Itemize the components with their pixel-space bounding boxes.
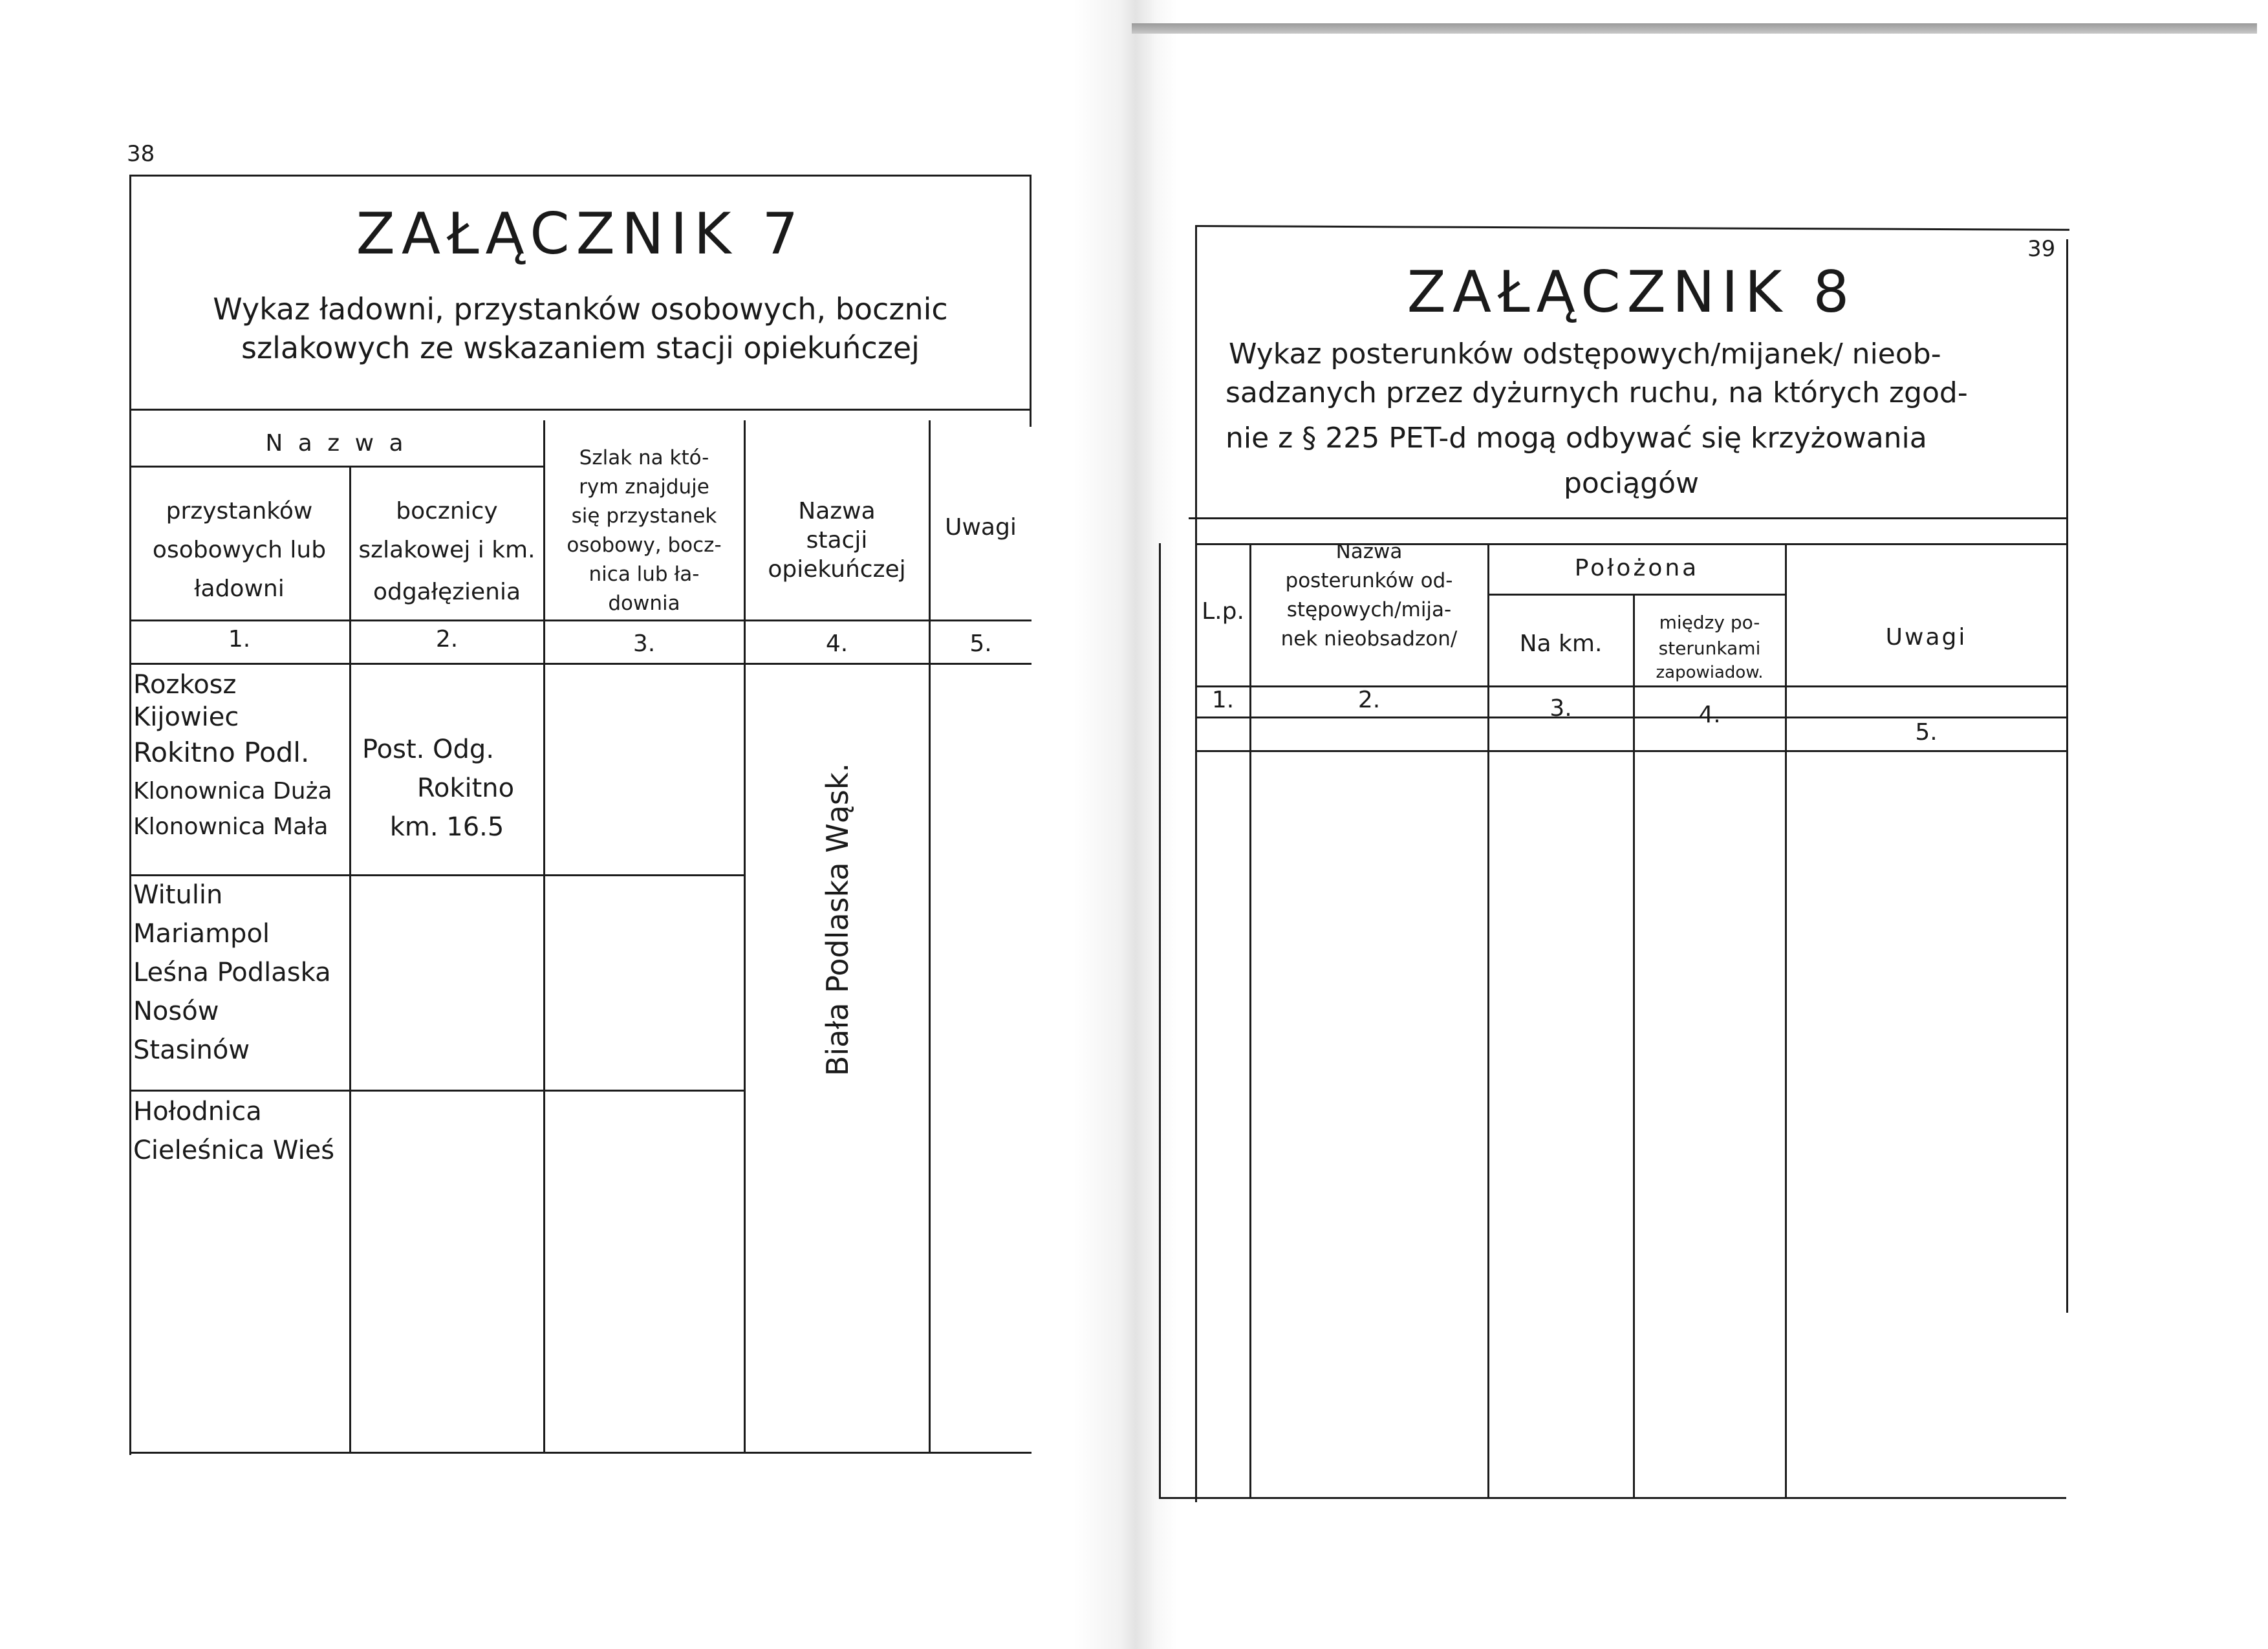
col3-header-line4: osobowy, bocz- xyxy=(567,534,722,557)
stop-name: Mariampol xyxy=(133,919,270,949)
scan-edge-strip xyxy=(1132,23,2257,34)
col4-number: 4. xyxy=(825,630,848,657)
col4-header-line2: stacji xyxy=(806,527,868,554)
col3-header-line6: downia xyxy=(608,592,680,615)
polozona-header: Położona xyxy=(1574,555,1700,581)
siding-name-line2: Rokitno xyxy=(416,773,515,803)
stop-name: Cieleśnica Wieś xyxy=(133,1136,335,1165)
stop-name: Witulin xyxy=(133,880,223,910)
col4-header-line1: między po- xyxy=(1659,612,1760,633)
frame-left-line xyxy=(129,175,131,1455)
col2-header-line3: stępowych/mija- xyxy=(1286,598,1452,621)
col5-header: Uwagi xyxy=(1885,624,1967,651)
col2-number: 2. xyxy=(1357,687,1381,713)
col3-header-line2: rym znajduje xyxy=(579,475,709,499)
frame-top-line xyxy=(1196,225,2069,231)
col1-header-line3: ładowni xyxy=(194,576,285,602)
lp-header: L.p. xyxy=(1202,598,1244,625)
numbers-bottom-line xyxy=(129,663,1031,665)
col4-header-line1: Nazwa xyxy=(798,498,876,524)
book-spine-shadow xyxy=(1074,0,1177,1649)
table-top-line xyxy=(129,409,1031,411)
col2-header-line1: Nazwa xyxy=(1335,540,1403,563)
col2-header-line3: odgałęzienia xyxy=(373,579,521,605)
col5-number: 5. xyxy=(969,630,992,657)
col2-header-line4: nek nieobsadzon/ xyxy=(1280,627,1458,651)
col2-divider xyxy=(1487,544,1489,1499)
col1-number: 1. xyxy=(228,626,251,652)
col3-divider xyxy=(1633,595,1635,1499)
col1-header-line2: osobowych lub xyxy=(152,537,327,563)
col2-header-line2: posterunków od- xyxy=(1285,569,1453,592)
col3-header-line3: się przystanek xyxy=(571,504,717,528)
col1-header-line1: przystanków xyxy=(166,498,313,524)
annex-subtitle-line2: sadzanych przez dyżurnych ruchu, na których zgod- xyxy=(1226,376,1968,409)
col4-divider xyxy=(929,420,931,1453)
col4-number: 4. xyxy=(1698,702,1721,728)
stop-name: Klonownica Duża xyxy=(133,778,332,804)
col4-header-line3: opiekuńczej xyxy=(768,556,906,583)
table-bottom-line xyxy=(129,1452,1031,1454)
col3-header: Na km. xyxy=(1519,630,1603,657)
annex-subtitle-line3: nie z § 225 PET-d mogą odbywać się krzyżowania xyxy=(1226,422,1927,455)
col2-header-line1: bocznicy xyxy=(396,498,498,524)
col5-number: 5. xyxy=(1915,719,1938,746)
annex-title: ZAŁĄCZNIK 8 xyxy=(1407,259,1856,325)
page-number: 38 xyxy=(127,141,155,167)
frame-top-line xyxy=(129,175,1031,177)
stop-name: Nosów xyxy=(133,997,219,1026)
annex-subtitle-line2: szlakowych ze wskazaniem stacji opiekuńczej xyxy=(241,330,920,365)
col3-number: 3. xyxy=(632,630,656,657)
annex-title: ZAŁĄCZNIK 7 xyxy=(356,200,805,267)
annex-subtitle-line4: pociągów xyxy=(1563,467,1700,500)
annex-subtitle-line1: Wykaz posterunków odstępowych/mijanek/ nieob- xyxy=(1229,338,1941,371)
page-number: 39 xyxy=(2027,236,2056,262)
polozona-under-line xyxy=(1487,594,1785,596)
numbers-bottom-line xyxy=(1196,750,2066,752)
frame-left-line xyxy=(1195,225,1197,1502)
col4-divider xyxy=(1785,544,1787,1499)
col5-header: Uwagi xyxy=(945,514,1017,541)
col2-number: 2. xyxy=(435,626,459,652)
group2-bottom-line xyxy=(129,1090,744,1092)
frame-bottom-line xyxy=(1159,1497,2066,1499)
stop-name: Rozkosz xyxy=(133,670,237,700)
col2-header-line2: szlakowej i km. xyxy=(358,537,535,563)
stop-name: Klonownica Mała xyxy=(133,814,329,840)
header-bottom-line xyxy=(129,620,1031,621)
col1-divider xyxy=(349,467,351,1453)
col3-number: 3. xyxy=(1550,695,1572,722)
annex-subtitle-line1: Wykaz ładowni, przystanków osobowych, bocznic xyxy=(213,292,948,327)
stop-name: Hołodnica xyxy=(133,1097,262,1126)
nazwa-header: N a z w a xyxy=(265,430,407,457)
stop-name: Leśna Podlaska xyxy=(133,958,331,987)
stop-name: Kijowiec xyxy=(133,702,239,732)
col3-header-line5: nica lub ła- xyxy=(589,563,700,586)
frame-right-line xyxy=(2066,239,2068,1313)
col1-number: 1. xyxy=(1211,687,1235,713)
nazwa-under-line xyxy=(129,466,543,468)
table-top-line xyxy=(1189,517,2066,519)
custodian-station-vertical: Biała Podlaska Wąsk. xyxy=(820,762,855,1077)
col3-header-line1: Szlak na któ- xyxy=(579,446,709,469)
siding-km: km. 16.5 xyxy=(389,812,504,842)
col4-header-line2: sterunkami xyxy=(1658,638,1761,659)
stop-name: Stasinów xyxy=(133,1035,250,1065)
siding-name-line1: Post. Odg. xyxy=(362,735,495,764)
col4-header-line3: zapowiadow. xyxy=(1656,663,1764,682)
stop-name: Rokitno Podl. xyxy=(133,737,310,768)
outer-left-line xyxy=(1159,543,1161,1499)
